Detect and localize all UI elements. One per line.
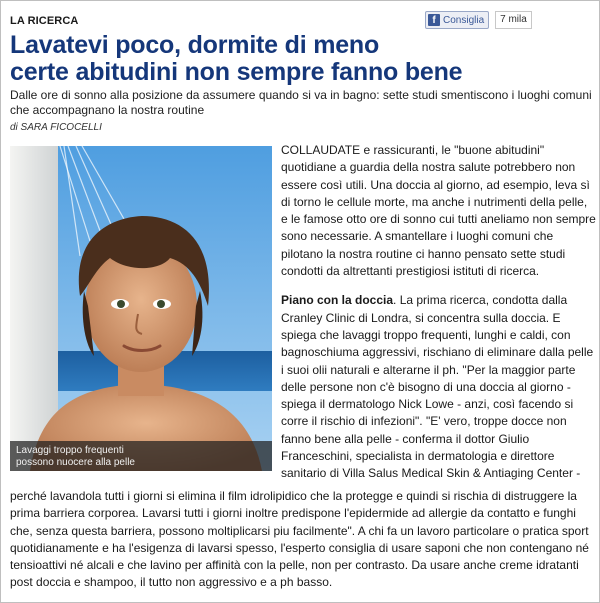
article-body-column bbox=[281, 142, 596, 495]
article-photo[interactable] bbox=[10, 146, 272, 471]
section-subheading: Piano con la doccia bbox=[281, 293, 394, 308]
body-paragraph-2-continued: perché lavandola tutti i giorni si elimina il film idrolipidico che la protegge e quindi si rischia di distruggere la prima barriera corporea. Lavarsi tutti i giorni inoltre predispone l'epidermide ad allergie da contatto e funghi che, senza questa barriera, possono moltiplicarsi piu facilmente". A chi fa un lavoro particolare o pratica sport quotidianamente e ha l'esigenza di lavarsi spesso, l'esperto consiglia di usare saponi che non contengano né tensioattivi né alcali e che lavino per affinità con la pelle, non per contrasto. Da usare anche creme idratanti post doccia e shampoo, il tutto non aggressivo e a ph basso. bbox=[10, 489, 589, 590]
facebook-like-button[interactable] bbox=[425, 11, 489, 29]
like-count: 7 mila bbox=[495, 11, 532, 29]
facebook-icon: f bbox=[428, 14, 440, 26]
social-bar bbox=[425, 11, 532, 29]
section-kicker: LA RICERCA bbox=[10, 15, 79, 27]
body-paragraph-1: COLLAUDATE e rassicuranti, le "buone abitudini" quotidiane a guardia della nostra salute potrebbero non essere così utili. Una doccia al giorno, ad esempio, leva sì di torno le cellule morte, ma anche i nutrimenti della pelle, e le famose otto ore di sonno cui tutti aneliamo non sempre sono necessarie. A smantellare i luoghi comuni che pilotano la nostra routine ci hanno pensato sette studi condotti da altrettanti prestigiosi istituti di ricerca. bbox=[281, 143, 596, 279]
caption-line-1: Lavaggi troppo frequenti bbox=[16, 445, 124, 456]
article-body-continued bbox=[10, 488, 596, 592]
headline-line-1: Lavatevi poco, dormite di meno bbox=[10, 31, 380, 59]
body-paragraph-2-text: . La prima ricerca, condotta dalla Cranley Clinic di Londra, si concentra sulla doccia. E spiega che lavaggi troppo frequenti, lunghi e caldi, con bagnoschiuma aggressivi, rischiano di eliminare dalla pelle i suoi olii naturali e alterarne il ph. "Per la maggior parte delle persone non c'è bisogno di una doccia al giorno - spiega il dermatologo Nick Lowe - anzi, così facendo si corre il rischio di infezioni". "E' vero, troppe docce non fanno bene alla pelle - conferma il dottor Giulio Franceschini, specialista in dermatologia e direttore sanitario di Villa Salus Medical Skin & Antiaging Center - bbox=[281, 293, 594, 481]
photo-caption bbox=[10, 441, 272, 471]
article-headline[interactable] bbox=[10, 32, 595, 86]
article-byline: di SARA FICOCELLI bbox=[10, 122, 102, 133]
article-standfirst: Dalle ore di sonno alla posizione da assumere quando si va in bagno: sette studi smentiscono i luoghi comuni che accompagnano la nostra routine bbox=[10, 88, 592, 117]
like-label: Consiglia bbox=[443, 14, 485, 26]
caption-line-2: possono nuocere alla pelle bbox=[16, 457, 135, 468]
headline-line-2: certe abitudini non sempre fanno bene bbox=[10, 58, 463, 86]
body-paragraph-2 bbox=[281, 292, 596, 482]
photo-boy-shower bbox=[10, 146, 272, 471]
